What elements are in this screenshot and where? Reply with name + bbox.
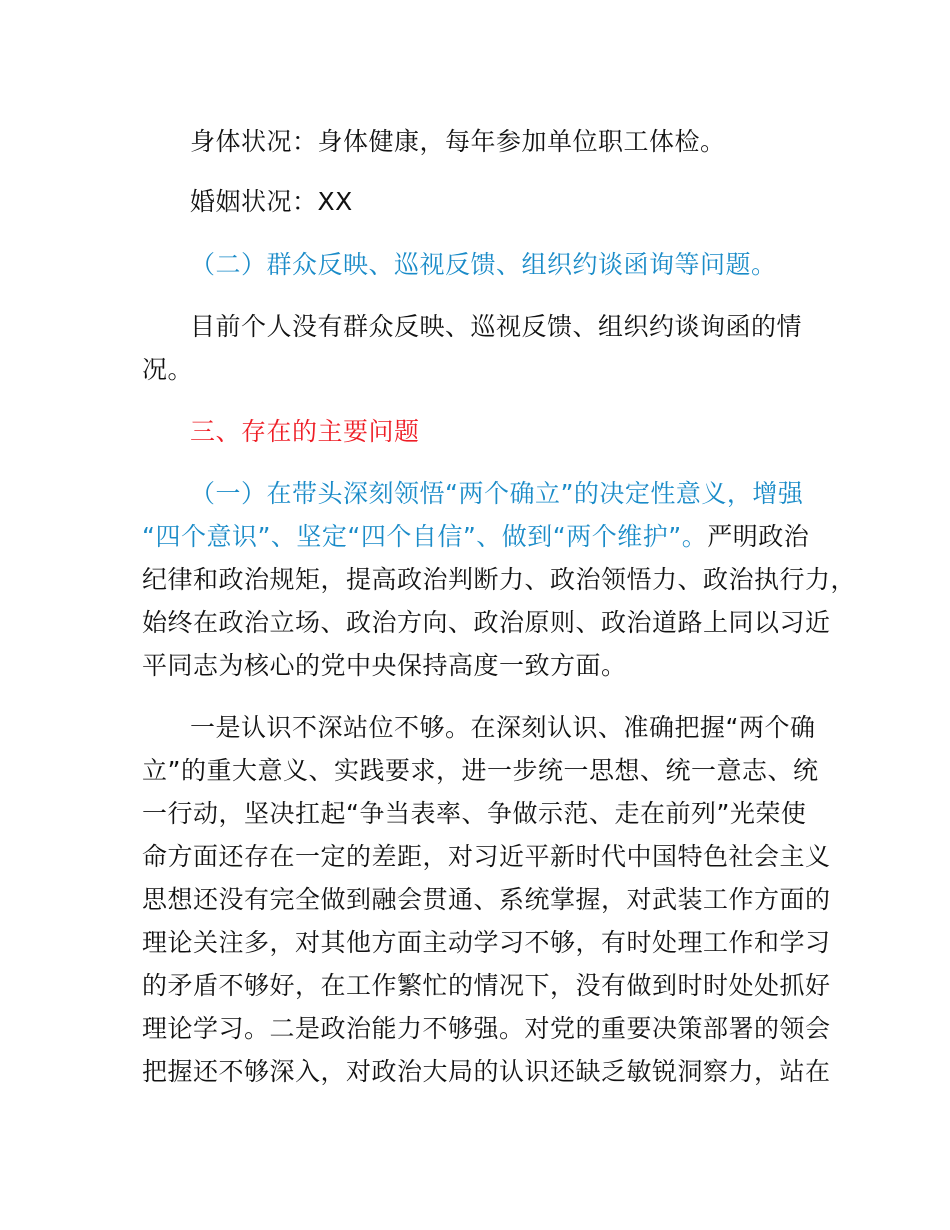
paragraph-line: 纪律和政治规矩，提高政治判断力、政治领悟力、政治执行力， xyxy=(142,565,857,594)
subsection-heading-3-1-blue-part: “四个意识”、坚定“四个自信”、做到“两个维护”。 xyxy=(142,522,708,551)
subsection-heading-3-1-black-part: 严明政治 xyxy=(707,522,810,551)
paragraph-line: 目前个人没有群众反映、巡视反馈、组织约谈询函的情 xyxy=(190,312,803,341)
section-heading-2-2: （二）群众反映、巡视反馈、组织约谈函询等问题。 xyxy=(190,250,777,279)
paragraph-line: 思想还没有完全做到融会贯通、系统掌握，对武装工作方面的 xyxy=(142,885,831,914)
paragraph-line: 命方面还存在一定的差距，对习近平新时代中国特色社会主义 xyxy=(142,842,831,871)
health-status-text: 身体状况：身体健康，每年参加单位职工体检。 xyxy=(190,127,726,156)
paragraph-line: 理论关注多，对其他方面主动学习不够，有时处理工作和学习 xyxy=(142,928,831,957)
paragraph-line: 一是认识不深站位不够。在深刻认识、准确把握“两个确 xyxy=(190,713,816,742)
paragraph-line: 始终在政治立场、政治方向、政治原则、政治道路上同以习近 xyxy=(142,608,831,637)
paragraph-line: 况。 xyxy=(142,355,194,384)
paragraph-line: 理论学习。二是政治能力不够强。对党的重要决策部署的领会 xyxy=(142,1014,831,1043)
section-heading-3: 三、存在的主要问题 xyxy=(190,417,420,446)
marital-status-text: 婚姻状况：XX xyxy=(190,187,353,216)
paragraph-line: 的矛盾不够好，在工作繁忙的情况下，没有做到时时处处抓好 xyxy=(142,971,831,1000)
paragraph-line: 平同志为核心的党中央保持高度一致方面。 xyxy=(142,651,627,680)
subsection-heading-3-1-line2 xyxy=(142,522,809,552)
paragraph-line: 立”的重大意义、实践要求，进一步统一思想、统一意志、统 xyxy=(142,756,819,785)
subsection-heading-3-1: （一）在带头深刻领悟“两个确立”的决定性意义，增强 xyxy=(190,479,804,508)
paragraph-line: 把握还不够深入，对政治大局的认识还缺乏敏锐洞察力，站在 xyxy=(142,1057,831,1086)
paragraph-line: 一行动，坚决扛起“争当表率、争做示范、走在前列”光荣使 xyxy=(142,799,807,828)
